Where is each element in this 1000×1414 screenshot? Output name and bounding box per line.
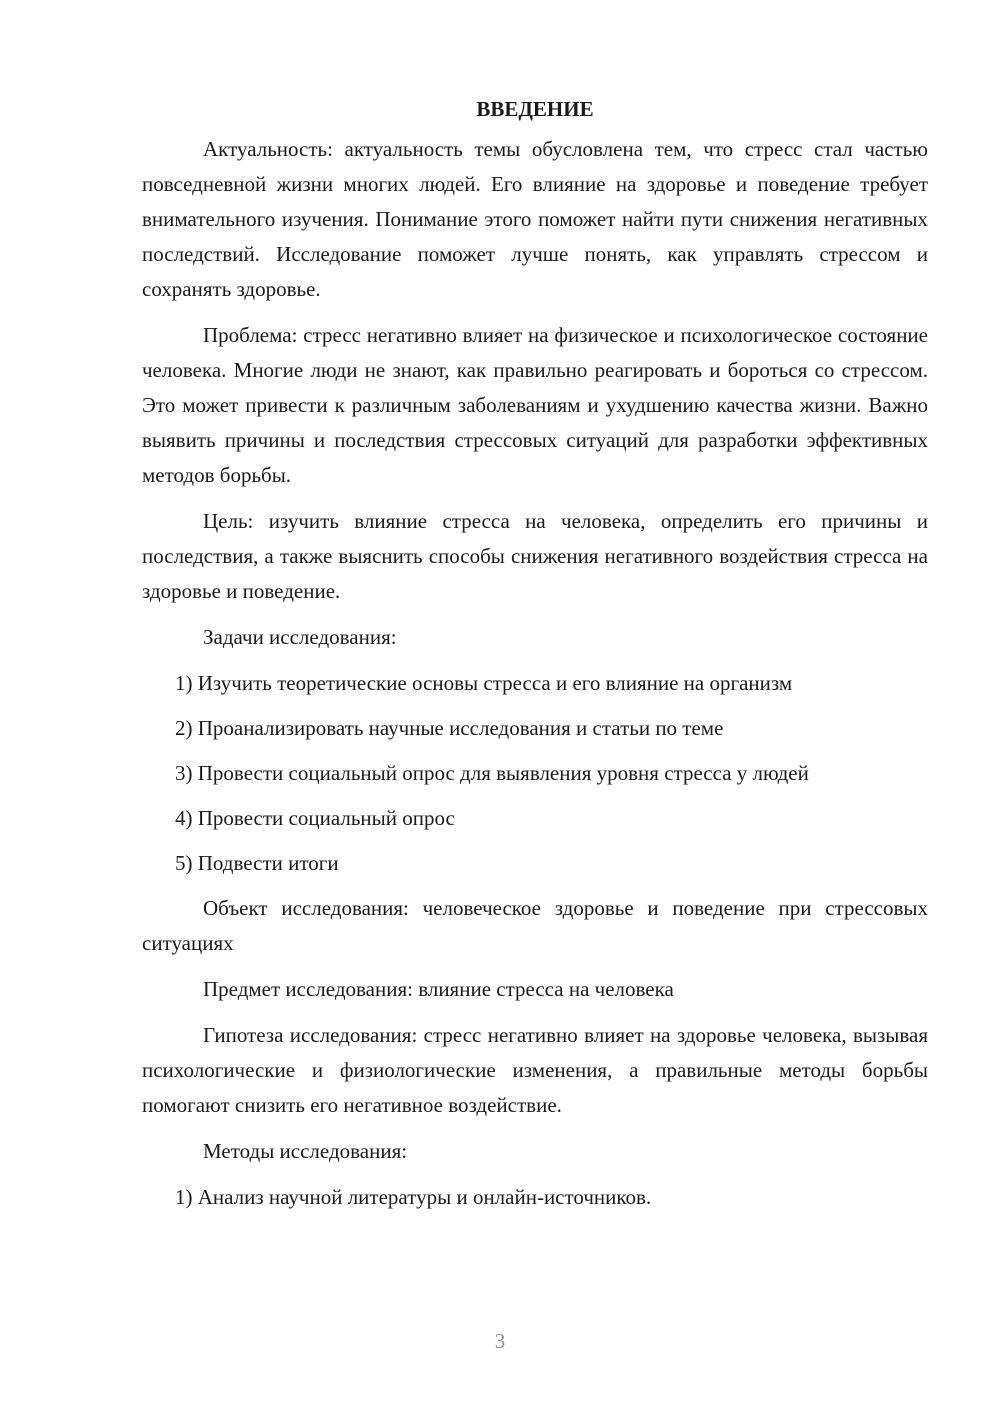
paragraph-subject: Предмет исследования: влияние стресса на человека [203,977,674,1001]
task-item-2: 2) Проанализировать научные исследования и статьи по теме [175,716,724,740]
method-item-1: 1) Анализ научной литературы и онлайн-источников. [175,1185,652,1209]
task-item-4: 4) Провести социальный опрос [175,806,455,830]
paragraph-hypothesis: Гипотеза исследования: стресс негативно влияет на здоровье человека, вызывая психологические и физиологические изменения, а правильные методы борьбы помогают снизить его негативное воздействие. [142,1023,928,1117]
paragraph-problem: Проблема: стресс негативно влияет на физическое и психологическое состояние человека. Многие люди не знают, как правильно реагировать и бороться со стрессом. Это может привести к различным заболеваниям и ухудшению качества жизни. Важно выявить причины и последствия стрессовых ситуаций для разработки эффективных методов борьбы. [142,323,928,487]
document-title: ВВЕДЕНИЕ [476,97,594,121]
page-number: 3 [494,1329,506,1353]
paragraph-goal: Цель: изучить влияние стресса на человека, определить его причины и последствия, а также выяснить способы снижения негативного воздействия стресса на здоровье и поведение. [142,509,928,603]
paragraph-object: Объект исследования: человеческое здоровье и поведение при стрессовых ситуациях [142,896,928,955]
task-item-3: 3) Провести социальный опрос для выявления уровня стресса у людей [175,761,809,785]
task-item-5: 5) Подвести итоги [175,851,339,875]
methods-heading: Методы исследования: [203,1139,408,1163]
task-item-1: 1) Изучить теоретические основы стресса и его влияние на организм [175,671,793,695]
tasks-heading: Задачи исследования: [203,625,397,649]
paragraph-relevance: Актуальность: актуальность темы обусловлена тем, что стресс стал частью повседневной жизни многих людей. Его влияние на здоровье и поведение требует внимательного изучения. Понимание этого поможет найти пути снижения негативных последствий. Исследование поможет лучше понять, как управлять стрессом и сохранять здоровье. [142,137,928,301]
document-page [142,92,928,1225]
